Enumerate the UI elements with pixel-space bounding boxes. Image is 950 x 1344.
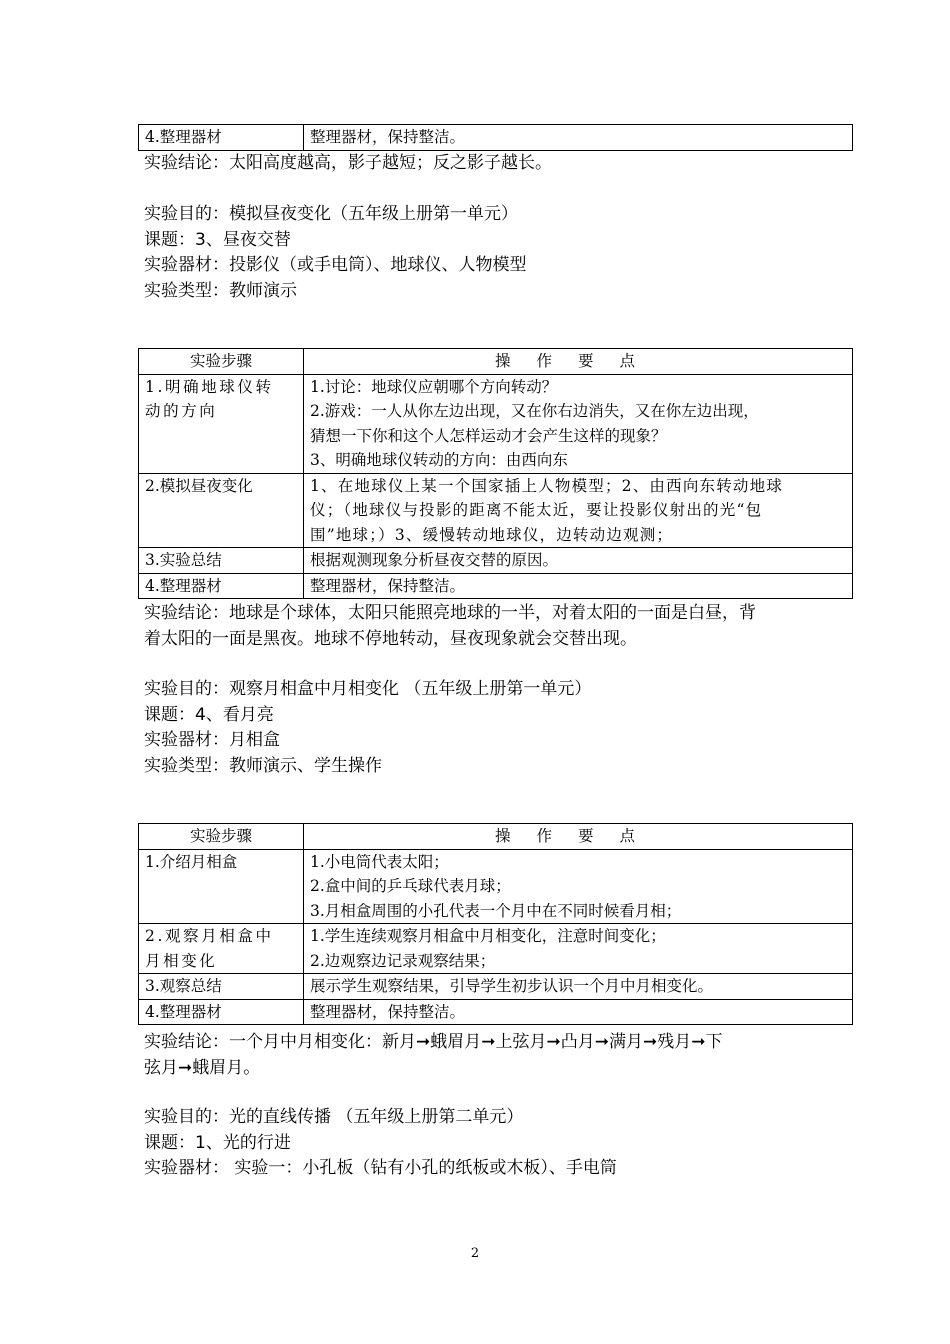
- exp1-info: [144, 202, 844, 304]
- table-header-row: [139, 349, 853, 375]
- step-cell: 2.模拟昼夜变化: [139, 473, 304, 548]
- exp2-type: 实验类型：教师演示、学生操作: [144, 755, 382, 776]
- table-row: [139, 374, 853, 473]
- exp2-topic: 课题：4、看月亮: [144, 704, 274, 725]
- top-conclusion: 实验结论：太阳高度越高，影子越短；反之影子越长。: [144, 153, 552, 173]
- step-cell: 3.观察总结: [139, 974, 304, 1000]
- ops-cell: 1、在地球仪上某一个国家插上人物模型；2、由西向东转动地球 仪；（地球仪与投影的距离不能太近，要让投影仪射出的光“包 围”地球；）3、缓慢转动地球仪，边转动边观测；: [304, 473, 853, 548]
- step-cell: 1.介绍月相盒: [139, 849, 304, 924]
- table-row: [139, 548, 853, 574]
- top-steps-table: [138, 124, 853, 151]
- exp3-equipment: 实验器材： 实验一：小孔板（钻有小孔的纸板或木板）、手电筒: [144, 1158, 617, 1178]
- exp2-equipment: 实验器材：月相盒: [144, 730, 280, 750]
- header-step: 实验步骤: [139, 349, 304, 375]
- table-row: [139, 924, 853, 974]
- step-cell: 2.观察月相盒中 月相变化: [139, 924, 304, 974]
- step-cell: 4.整理器材: [139, 573, 304, 599]
- table-row: [139, 849, 853, 924]
- header-step: 实验步骤: [139, 824, 304, 850]
- exp1-purpose: 实验目的：模拟昼夜变化（五年级上册第一单元）: [144, 204, 518, 224]
- ops-cell: 整理器材，保持整洁。: [304, 573, 853, 599]
- exp1-conclusion: 实验结论：地球是个球体，太阳只能照亮地球的一半，对着太阳的一面是白昼，背 着太阳的一面是黑夜。地球不停地转动，昼夜现象就会交替出现。: [144, 603, 756, 649]
- ops-cell: 根据观测现象分析昼夜交替的原因。: [304, 548, 853, 574]
- table-row: [139, 974, 853, 1000]
- exp1-steps-table: [138, 348, 853, 599]
- exp2-purpose: 实验目的：观察月相盒中月相变化 （五年级上册第一单元）: [144, 679, 592, 699]
- ops-cell: 1.讨论：地球仪应朝哪个方向转动？ 2.游戏：一人从你左边出现，又在你右边消失，又在你左边出现， 猜想一下你和这个人怎样运动才会产生这样的现象？ 3、明确地球仪转动的方向：由西向东: [304, 374, 853, 473]
- step-cell: 1.明确地球仪转 动的方向: [139, 374, 304, 473]
- page-number: 2: [470, 1246, 480, 1261]
- step-cell: 4.整理器材: [139, 999, 304, 1025]
- exp2-info: [144, 677, 844, 779]
- header-ops: 操作要点: [304, 824, 853, 850]
- exp3-purpose: 实验目的：光的直线传播 （五年级上册第二单元）: [144, 1107, 524, 1127]
- table-row: [139, 999, 853, 1025]
- table-row: [139, 573, 853, 599]
- table-header-row: [139, 824, 853, 850]
- exp2-steps-table: [138, 823, 853, 1025]
- exp1-equipment: 实验器材：投影仪（或手电筒）、地球仪、人物模型: [144, 255, 527, 275]
- ops-cell: 1.学生连续观察月相盒中月相变化，注意时间变化； 2.边观察边记录观察结果；: [304, 924, 853, 974]
- ops-cell: 展示学生观察结果，引导学生初步认识一个月中月相变化。: [304, 974, 853, 1000]
- ops-cell: 整理器材，保持整洁。: [304, 125, 853, 151]
- exp1-topic: 课题：3、昼夜交替: [144, 229, 291, 250]
- header-ops: 操作要点: [304, 349, 853, 375]
- exp1-type: 实验类型：教师演示: [144, 280, 297, 301]
- step-cell: 4.整理器材: [139, 125, 304, 151]
- table-row: [139, 125, 853, 151]
- step-cell: 3.实验总结: [139, 548, 304, 574]
- ops-cell: 整理器材，保持整洁。: [304, 999, 853, 1025]
- table-row: [139, 473, 853, 548]
- exp3-topic: 课题：1、光的行进: [144, 1132, 291, 1153]
- exp3-info: [144, 1105, 844, 1182]
- ops-cell: 1.小电筒代表太阳； 2.盒中间的乒乓球代表月球； 3.月相盒周围的小孔代表一个月中在不同时候看月相；: [304, 849, 853, 924]
- exp2-conclusion: 实验结论：一个月中月相变化：新月➞蛾眉月➞上弦月➞凸月➞满月➞残月➞下 弦月➞蛾眉月。: [144, 1032, 723, 1078]
